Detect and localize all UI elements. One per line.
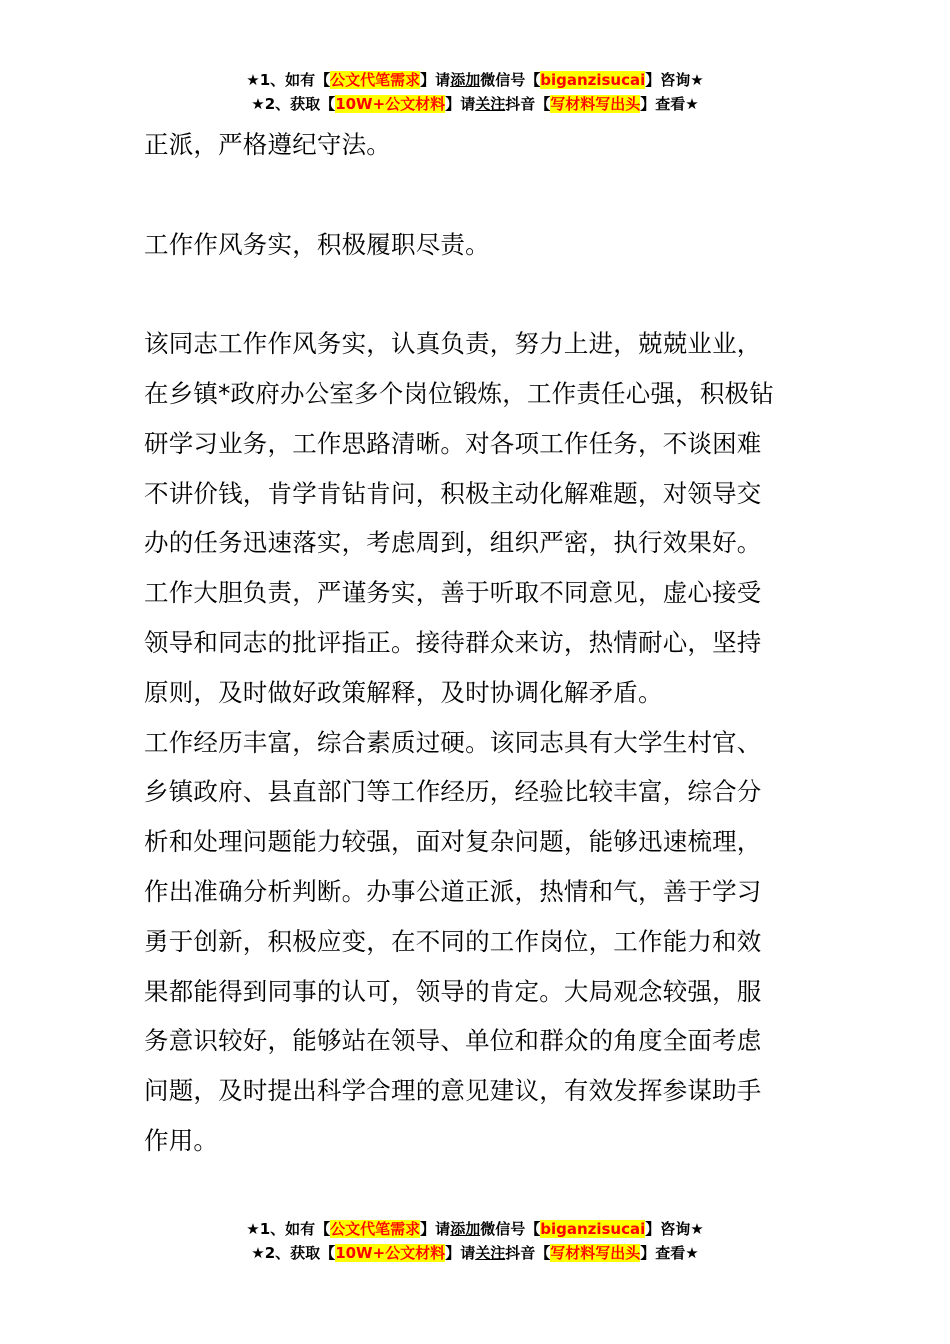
header-banner — [0, 68, 950, 116]
banner-text: 】查看★ — [640, 95, 699, 113]
body-line: 工作经历丰富，综合素质过硬。该同志具有大学生村官、 — [144, 727, 762, 757]
body-line: 问题，及时提出科学合理的意见建议，有效发挥参谋助手 — [144, 1076, 762, 1106]
banner-line-2 — [0, 92, 950, 116]
banner-text: 】请 — [445, 1244, 476, 1262]
document-body — [144, 120, 814, 1166]
banner-text: 微信号【 — [480, 1220, 541, 1238]
body-line: 领导和同志的批评指正。接待群众来访，热情耐心，坚持 — [144, 627, 762, 657]
highlight-douyin-id: 写材料写出头 — [550, 95, 641, 113]
section-heading: 工作作风务实，积极履职尽责。 — [144, 229, 490, 259]
banner-text: 抖音【 — [505, 95, 551, 113]
body-line: 正派，严格遵纪守法。 — [144, 130, 391, 159]
body-line: 作出准确分析判断。办事公道正派，热情和气，善于学习 — [144, 876, 762, 906]
body-line: 工作大胆负责，严谨务实，善于听取不同意见，虚心接受 — [144, 578, 762, 608]
banner-text: 】查看★ — [640, 1244, 699, 1262]
highlight-materials: 10W+公文材料 — [335, 1244, 446, 1262]
underlined-word: 关注 — [475, 1244, 506, 1262]
body-line: 勇于创新，积极应变，在不同的工作岗位，工作能力和效 — [144, 926, 762, 956]
banner-text: 】咨询★ — [645, 1220, 704, 1238]
blank-line — [144, 269, 814, 319]
body-line: 务意识较好，能够站在领导、单位和群众的角度全面考虑 — [144, 1026, 762, 1056]
body-line: 乡镇政府、县直部门等工作经历，经验比较丰富，综合分 — [144, 777, 762, 807]
underlined-word: 添加 — [450, 71, 481, 89]
banner-line-2 — [0, 1241, 950, 1265]
body-line: 不讲价钱，肯学肯钻肯问，积极主动化解难题，对领导交 — [144, 478, 762, 508]
body-line: 研学习业务，工作思路清晰。对各项工作任务，不谈困难 — [144, 428, 762, 458]
body-line: 在乡镇*政府办公室多个岗位锻炼，工作责任心强，积极钻 — [144, 378, 774, 408]
footer-banner — [0, 1217, 950, 1265]
body-line: 析和处理问题能力较强，面对复杂问题，能够迅速梳理， — [144, 827, 762, 857]
banner-text: 】请 — [420, 1220, 451, 1238]
banner-text: 抖音【 — [505, 1244, 551, 1262]
banner-line-1 — [0, 68, 950, 92]
banner-text: 】请 — [420, 71, 451, 89]
body-line: 该同志工作作风务实，认真负责，努力上进，兢兢业业， — [144, 329, 762, 359]
banner-text: ★2、获取【 — [251, 95, 336, 113]
underlined-word: 关注 — [475, 95, 506, 113]
body-line: 果都能得到同事的认可，领导的肯定。大局观念较强，服 — [144, 976, 762, 1006]
highlight-service: 公文代笔需求 — [330, 1220, 421, 1238]
banner-text: ★1、如有【 — [246, 71, 331, 89]
banner-text: ★1、如有【 — [246, 1220, 331, 1238]
underlined-word: 添加 — [450, 1220, 481, 1238]
banner-text: 】咨询★ — [645, 71, 704, 89]
highlight-wechat-id: biganzisucai — [540, 71, 646, 89]
banner-text: ★2、获取【 — [251, 1244, 336, 1262]
body-line: 原则，及时做好政策解释，及时协调化解矛盾。 — [144, 677, 663, 707]
blank-line — [144, 170, 814, 220]
banner-text: 】请 — [445, 95, 476, 113]
highlight-service: 公文代笔需求 — [330, 71, 421, 89]
body-line: 办的任务迅速落实，考虑周到，组织严密，执行效果好。 — [144, 528, 762, 558]
highlight-materials: 10W+公文材料 — [335, 95, 446, 113]
highlight-douyin-id: 写材料写出头 — [550, 1244, 641, 1262]
banner-line-1 — [0, 1217, 950, 1241]
body-line: 作用。 — [144, 1125, 219, 1155]
banner-text: 微信号【 — [480, 71, 541, 89]
highlight-wechat-id: biganzisucai — [540, 1220, 646, 1238]
